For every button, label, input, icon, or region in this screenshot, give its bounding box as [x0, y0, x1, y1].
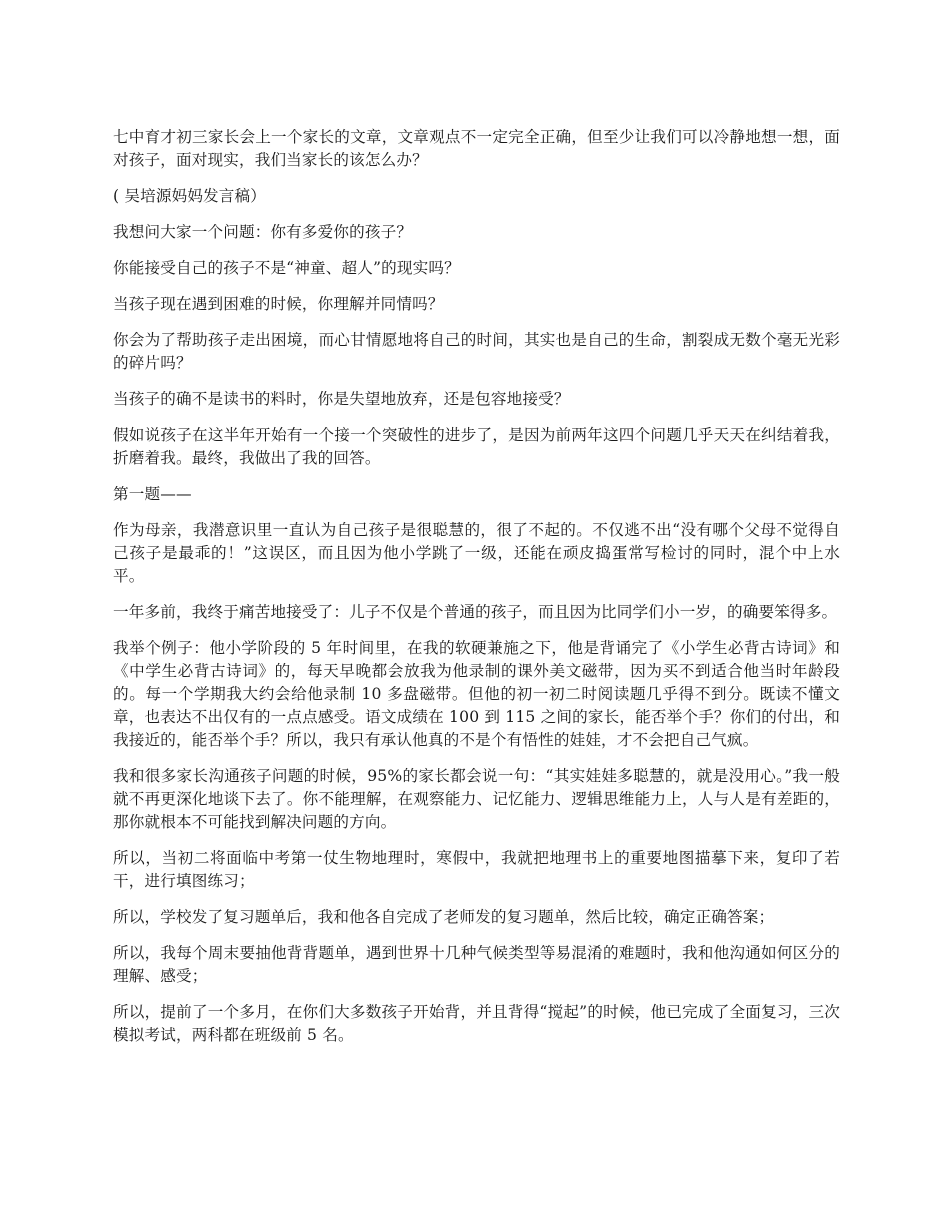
- body-paragraph: 我举个例子：他小学阶段的 5 年时间里，在我的软硬兼施之下，他是背诵完了《小学生必背古诗词》和《中学生必背古诗词》的，每天早晚都会放我为他录制的课外美文磁带，因为买不到适合他当时年龄段的。每一个学期我大约会给他录制 10 多盘磁带。但他的初一初二时阅读题几乎得不到分。既读不懂文章，也表达不出仅有的一点点感受。语文成绩在 100 到 115 之间的家长，能否举个手？你们的付出，和我接近的，能否举个手？所以，我只有承认他真的不是个有悟性的娃娃，才不会把自己气疯。: [113, 639, 840, 749]
- intro-paragraph: 七中育才初三家长会上一个家长的文章，文章观点不一定完全正确，但至少让我们可以冷静地想一想，面对孩子，面对现实，我们当家长的该怎么办？: [113, 128, 840, 169]
- byline-paragraph: ( 吴培源妈妈发言稿）: [113, 187, 267, 205]
- body-paragraph: 作为母亲，我潜意识里一直认为自己孩子是很聪慧的，很了不起的。不仅逃不出“没有哪个父母不觉得自己孩子是最乖的！”这误区，而且因为他小学跳了一级，还能在顽皮捣蛋常写检讨的同时，混个中上水平。: [113, 521, 840, 585]
- body-paragraph: 一年多前，我终于痛苦地接受了：儿子不仅是个普通的孩子，而且因为比同学们小一岁，的确要笨得多。: [113, 603, 838, 621]
- body-paragraph: 所以，当初二将面临中考第一仗生物地理时，寒假中，我就把地理书上的重要地图描摹下来，复印了若干，进行填图练习；: [113, 849, 840, 890]
- body-paragraph: 所以，提前了一个多月，在你们大多数孩子开始背，并且背得“搅起”的时候，他已完成了全面复习，三次模拟考试，两科都在班级前 5 名。: [113, 1003, 840, 1044]
- question-paragraph: 当孩子现在遇到困难的时候，你理解并同情吗？: [113, 295, 444, 313]
- body-paragraph: 我和很多家长沟通孩子问题的时候，95%的家长都会说一句：“其实娃娃多聪慧的，就是没用心。”我一般就不再更深化地谈下去了。你不能理解，在观察能力、记忆能力、逻辑思维能力上，人与人是有差距的，那你就根本不可能找到解决问题的方向。: [113, 767, 840, 831]
- question-paragraph: 你能接受自己的孩子不是“神童、超人”的现实吗？: [113, 259, 460, 277]
- question-paragraph: 你会为了帮助孩子走出困境，而心甘情愿地将自己的时间，其实也是自己的生命，割裂成无数个毫无光彩的碎片吗？: [113, 331, 840, 372]
- document-body: [113, 126, 840, 1060]
- question-paragraph: 我想问大家一个问题：你有多爱你的孩子？: [113, 223, 413, 241]
- body-paragraph: 所以，学校发了复习题单后，我和他各自完成了老师发的复习题单，然后比较，确定正确答案；: [113, 908, 775, 926]
- body-paragraph: 所以，我每个周末要抽他背背题单，遇到世界十几种气候类型等易混淆的难题时，我和他沟通如何区分的理解、感受；: [113, 944, 840, 985]
- section-heading: 第一题——: [113, 485, 192, 503]
- question-paragraph: 当孩子的确不是读书的料时，你是失望地放弃，还是包容地接受？: [113, 390, 570, 408]
- body-paragraph: 假如说孩子在这半年开始有一个接一个突破性的进步了，是因为前两年这四个问题几乎天天在纠结着我，折磨着我。最终，我做出了我的回答。: [113, 426, 840, 467]
